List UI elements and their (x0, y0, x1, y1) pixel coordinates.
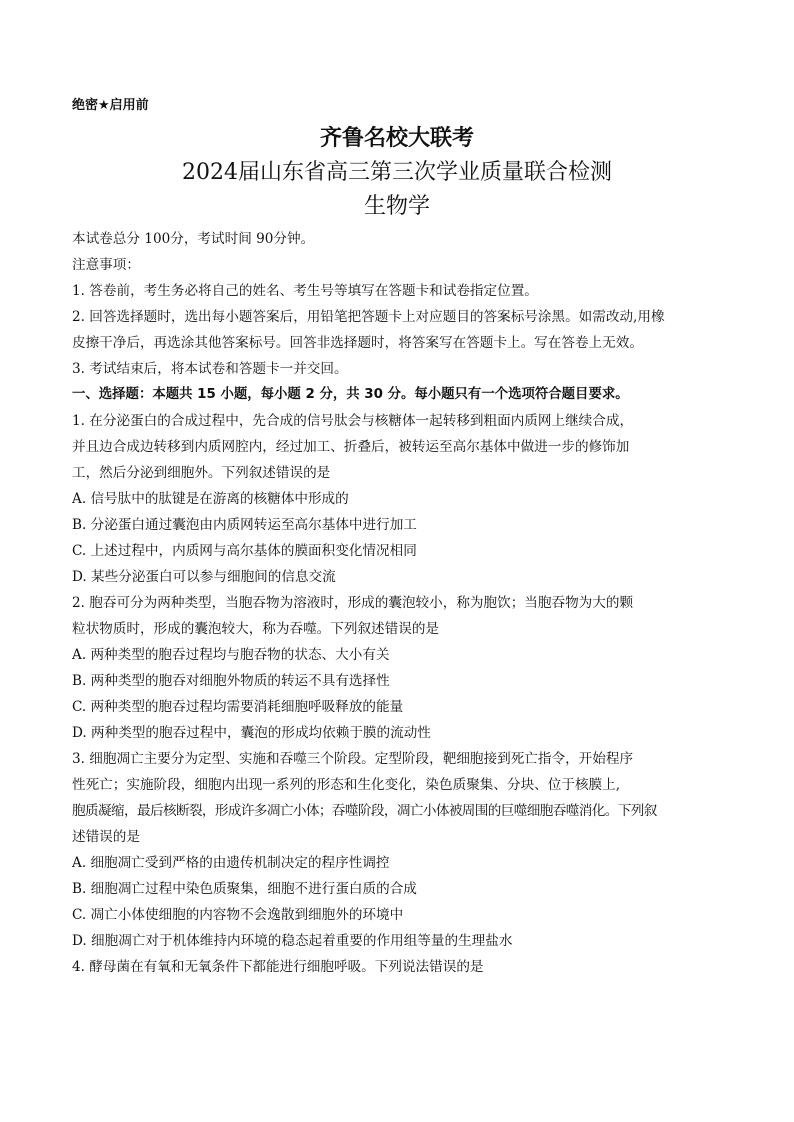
confidential-mark: 绝密★启用前 (72, 98, 149, 113)
exam-info: 本试卷总分 100分，考试时间 90分钟。 (72, 231, 315, 247)
question-stem: 1. 在分泌蛋白的合成过程中，先合成的信号肽会与核糖体一起转移到粗面内质网上继续合成， (72, 413, 634, 429)
option-d: D. 两种类型的胞吞过程中，囊泡的形成均依赖于膜的流动性 (72, 725, 431, 741)
option-a: A. 两种类型的胞吞过程均与胞吞物的状态、大小有关 (72, 647, 390, 663)
question-3 (72, 746, 722, 954)
question-stem: 工，然后分泌到细胞外。下列叙述错误的是 (72, 465, 331, 481)
question-stem: 并且边合成边转移到内质网腔内，经过加工、折叠后，被转运至高尔基体中做进一步的修饰加 (72, 439, 630, 455)
exam-subtitle: 2024届山东省高三第三次学业质量联合检测 (182, 160, 612, 185)
question-stem: 2. 胞吞可分为两种类型，当胞吞物为溶液时，形成的囊泡较小，称为胞饮；当胞吞物为大的颗 (72, 595, 634, 611)
question-stem: 3. 细胞凋亡主要分为定型、实施和吞噬三个阶段。定型阶段，靶细胞接到死亡指令，开始程序 (72, 751, 634, 767)
note-line: 皮擦干净后，再选涂其他答案标号。回答非选择题时，将答案写在答题卡上。写在答卷上无效。 (72, 335, 643, 351)
question-4 (72, 954, 722, 980)
note-line: 1. 答卷前，考生务必将自己的姓名、考生号等填写在答题卡和试卷指定位置。 (72, 283, 538, 299)
question-stem: 粒状物质时，形成的囊泡较大，称为吞噬。下列叙述错误的是 (72, 621, 440, 637)
question-stem: 述错误的是 (72, 829, 140, 845)
question-stem: 胞质凝缩，最后核断裂，形成许多凋亡小体；吞噬阶段，凋亡小体被周围的巨噬细胞吞噬消化。下列叙 (72, 803, 657, 819)
question-stem: 4. 酵母菌在有氧和无氧条件下都能进行细胞呼吸。下列说法错误的是 (72, 959, 484, 975)
notes-heading: 注意事项： (72, 257, 140, 273)
section-heading: 一、选择题：本题共 15 小题，每小题 2 分，共 30 分。每小题只有一个选项符合题目要求。 (72, 387, 629, 402)
option-d: D. 某些分泌蛋白可以参与细胞间的信息交流 (72, 569, 336, 585)
option-c: C. 上述过程中，内质网与高尔基体的膜面积变化情况相同 (72, 543, 417, 559)
option-d: D. 细胞凋亡对于机体维持内环境的稳态起着重要的作用组等量的生理盐水 (72, 933, 513, 949)
question-stem: 性死亡；实施阶段，细胞内出现一系列的形态和生化变化，染色质聚集、分块、位于核膜上, (72, 777, 621, 793)
option-b: B. 两种类型的胞吞对细胞外物质的转运不具有选择性 (72, 673, 390, 689)
option-b: B. 分泌蛋白通过囊泡由内质网转运至高尔基体中进行加工 (72, 517, 417, 533)
exam-page (72, 92, 722, 980)
option-a: A. 细胞凋亡受到严格的由遗传机制决定的程序性调控 (72, 855, 390, 871)
option-a: A. 信号肽中的肽键是在游离的核糖体中形成的 (72, 491, 349, 507)
note-line: 3. 考试结束后，将本试卷和答题卡一并交回。 (72, 361, 348, 377)
option-c: C. 凋亡小体使细胞的内容物不会逸散到细胞外的环境中 (72, 907, 404, 923)
option-c: C. 两种类型的胞吞过程均需要消耗细胞呼吸释放的能量 (72, 699, 404, 715)
exam-subject: 生物学 (363, 194, 430, 219)
exam-title: 齐鲁名校大联考 (319, 125, 474, 151)
question-2 (72, 590, 722, 746)
question-1 (72, 408, 722, 590)
note-line: 2. 回答选择题时，选出每小题答案后，用铅笔把答题卡上对应题目的答案标号涂黑。如需改动,用橡 (72, 309, 665, 325)
option-b: B. 细胞凋亡过程中染色质聚集，细胞不进行蛋白质的合成 (72, 881, 417, 897)
